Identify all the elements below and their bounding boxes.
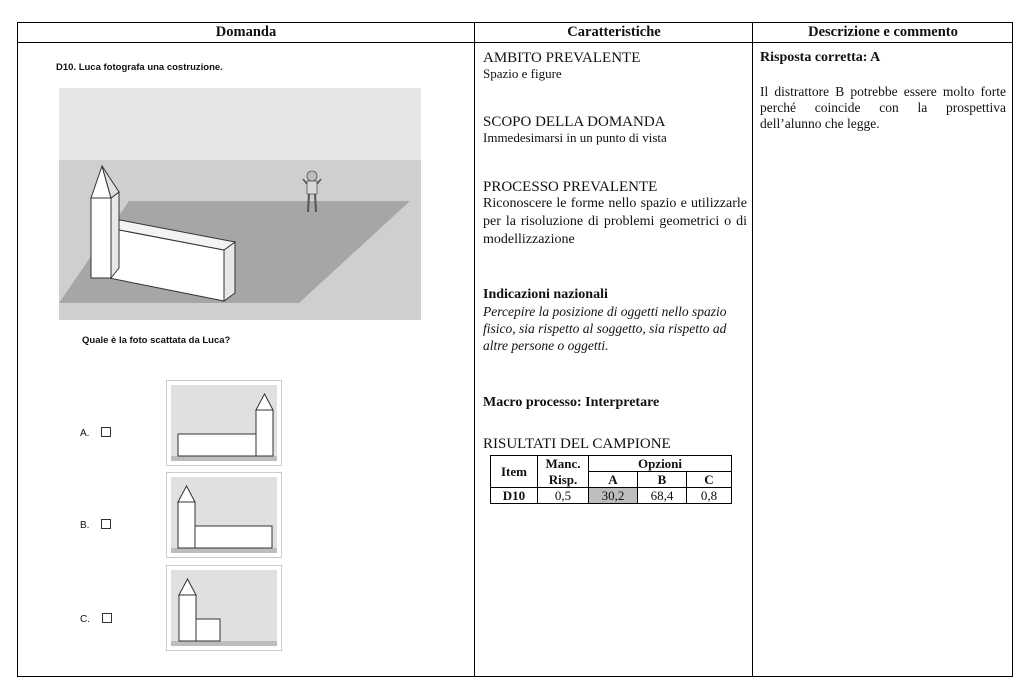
indicazioni-heading: Indicazioni nazionali [483, 287, 608, 302]
question-ask: Quale è la foto scattata da Luca? [82, 335, 231, 346]
header-descrizione: Descrizione e commento [808, 24, 958, 40]
column-divider [474, 23, 475, 676]
question-title: D10. Luca fotografa una costruzione. [56, 62, 223, 73]
table-row [491, 456, 732, 472]
option-b-checkbox[interactable] [101, 519, 111, 529]
col-opzioni-header: Opzioni [589, 456, 732, 472]
scopo-value: Immedesimarsi in un punto di vista [483, 130, 667, 145]
option-c-letter: C. [80, 614, 90, 625]
processo-value: Riconoscere le forme nello spazio e utilizzarle per la risoluzione di problemi geometrici o di modellizzazione [483, 196, 747, 247]
cell-item: D10 [491, 488, 538, 504]
macro-processo: Macro processo: Interpretare [483, 395, 660, 410]
ambito-value: Spazio e figure [483, 66, 562, 81]
ambito-heading: AMBITO PREVALENTE [483, 50, 641, 66]
option-b[interactable] [80, 519, 111, 531]
indicazioni-value: Percepire la posizione di oggetti nello spazio fisico, sia rispetto al soggetto, sia rispetto ad altre persone o oggetti. [483, 304, 727, 353]
option-c-checkbox[interactable] [102, 613, 112, 623]
scene-illustration [59, 88, 421, 320]
correct-answer: Risposta corretta: A [760, 50, 881, 65]
option-a-letter: A. [80, 428, 90, 439]
results-table [490, 455, 732, 504]
building-block-side [224, 242, 235, 301]
building-tower-side [111, 192, 119, 278]
cell-manc: 0,5 [538, 488, 589, 504]
ambito-section [483, 50, 747, 81]
col-c-header: C [687, 472, 732, 488]
photo-c[interactable] [166, 565, 282, 651]
table-row [491, 488, 732, 504]
table-header-row [18, 23, 1012, 43]
caratteristiche-column [476, 43, 752, 676]
col-a-header: A [589, 472, 638, 488]
processo-heading: PROCESSO PREVALENTE [483, 179, 658, 195]
processo-section [483, 179, 747, 249]
header-caratteristiche: Caratteristiche [567, 24, 661, 40]
risultati-heading: RISULTATI DEL CAMPIONE [483, 436, 671, 452]
column-divider [752, 23, 753, 676]
option-a-checkbox[interactable] [101, 427, 111, 437]
indicazioni-section [483, 286, 747, 354]
header-domanda: Domanda [215, 24, 277, 40]
cell-b: 68,4 [638, 488, 687, 504]
photo-b[interactable] [166, 472, 282, 558]
col-b-header: B [638, 472, 687, 488]
descrizione-column [754, 43, 1012, 676]
building-tower [91, 198, 111, 278]
scopo-heading: SCOPO DELLA DOMANDA [483, 114, 666, 130]
option-c[interactable] [80, 613, 112, 625]
photo-a[interactable] [166, 380, 282, 466]
scopo-section [483, 114, 747, 145]
col-item-header: Item [491, 456, 538, 488]
col-manc-header: Manc. [538, 456, 589, 472]
cell-a: 30,2 [589, 488, 638, 504]
domanda-column [18, 43, 474, 676]
col-risp-header: Risp. [538, 472, 589, 488]
option-b-letter: B. [80, 520, 90, 531]
cell-c: 0,8 [687, 488, 732, 504]
option-a[interactable] [80, 427, 111, 439]
item-sheet [17, 22, 1013, 677]
comment-text: Il distrattore B potrebbe essere molto forte perché coincide con la prospettiva dell’alunno che legge. [760, 84, 1006, 131]
